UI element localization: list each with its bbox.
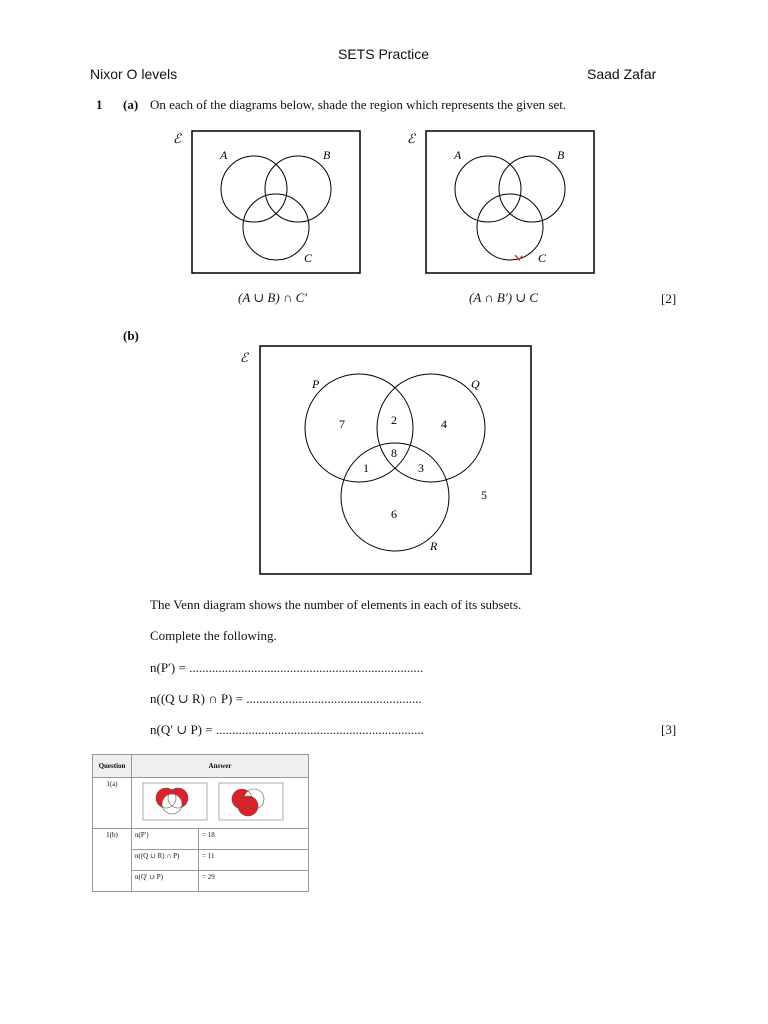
- circle-a: [455, 156, 521, 222]
- region-p-only: 7: [339, 417, 345, 431]
- universal-symbol: ℰ: [407, 131, 415, 146]
- region-center: 8: [391, 446, 397, 460]
- header-answer: Answer: [132, 755, 309, 778]
- universal-symbol: ℰ: [240, 350, 248, 365]
- page-title: SETS Practice: [338, 46, 430, 62]
- label-b: B: [323, 148, 331, 162]
- label-a: A: [454, 148, 462, 162]
- circle-p: [305, 374, 413, 482]
- venn-diagram-2: [404, 125, 604, 280]
- label-q: Q: [471, 377, 480, 391]
- region-q-only: 4: [441, 417, 447, 431]
- circle-b: [265, 156, 331, 222]
- answer-expr-1: n(P′): [132, 829, 199, 850]
- universal-box: [260, 346, 531, 574]
- venn-diagram-1: [170, 125, 370, 280]
- universal-box: [426, 131, 594, 273]
- table-header-row: [93, 755, 309, 778]
- marks-b: [3]: [661, 722, 677, 737]
- answer-line-3[interactable]: n(Q′ ∪ P) = ................................................................: [150, 722, 424, 737]
- circle-q: [377, 374, 485, 482]
- answer-expr-2: n((Q ∪ R) ∩ P): [132, 850, 199, 871]
- header-left: Nixor O levels: [90, 66, 178, 82]
- table-row: [93, 829, 309, 850]
- header-right: Saad Zafar: [587, 66, 657, 82]
- region-p-r: 1: [363, 461, 369, 475]
- label-a: A: [220, 148, 228, 162]
- answer-line-1[interactable]: n(P′) = ........................................................................: [150, 660, 424, 675]
- universal-box: [192, 131, 360, 273]
- answer-line-2[interactable]: n((Q ∪ R) ∩ P) = ......................................................: [150, 691, 422, 706]
- circle-a: [221, 156, 287, 222]
- label-b: B: [557, 148, 565, 162]
- header-question: Question: [93, 755, 132, 778]
- row-label-1a: 1(a): [93, 778, 132, 829]
- label-c: C: [304, 251, 313, 265]
- answer-val-2: = 11: [199, 850, 309, 871]
- answer-val-3: = 29: [199, 871, 309, 892]
- label-c: C: [538, 251, 547, 265]
- circle-c: [243, 194, 309, 260]
- region-outside: 5: [481, 488, 487, 502]
- marks-a: [2]: [661, 291, 677, 306]
- row-label-1b: 1(b): [93, 829, 132, 892]
- label-r: R: [430, 539, 438, 553]
- table-row: [93, 778, 309, 829]
- universal-symbol: ℰ: [173, 131, 181, 146]
- part-a-label: (a): [123, 97, 139, 112]
- answer-val-1: = 18: [199, 829, 309, 850]
- circle-c: [477, 194, 543, 260]
- part-a-instruction: On each of the diagrams below, shade the region which represents the given set.: [150, 97, 567, 112]
- question-number: 1: [96, 97, 103, 112]
- region-q-r: 3: [418, 461, 424, 475]
- answer-table: [92, 754, 309, 892]
- diagram-2-caption: (A ∩ B′) ∪ C: [469, 290, 539, 305]
- circle-b: [499, 156, 565, 222]
- instruction-complete: Complete the following.: [150, 628, 277, 643]
- label-p: P: [312, 377, 320, 391]
- diagram-1-caption: (A ∪ B) ∩ C′: [238, 290, 308, 305]
- answer-expr-3: n(Q′ ∪ P): [132, 871, 199, 892]
- region-p-q: 2: [391, 413, 397, 427]
- venn-diagram-b: [236, 342, 536, 577]
- region-r-only: 6: [391, 507, 397, 521]
- answer-diagrams: [132, 778, 309, 829]
- venn-description: The Venn diagram shows the number of elements in each of its subsets.: [150, 597, 522, 612]
- part-b-label: (b): [123, 328, 139, 343]
- answer-venn-diagrams: [135, 780, 305, 824]
